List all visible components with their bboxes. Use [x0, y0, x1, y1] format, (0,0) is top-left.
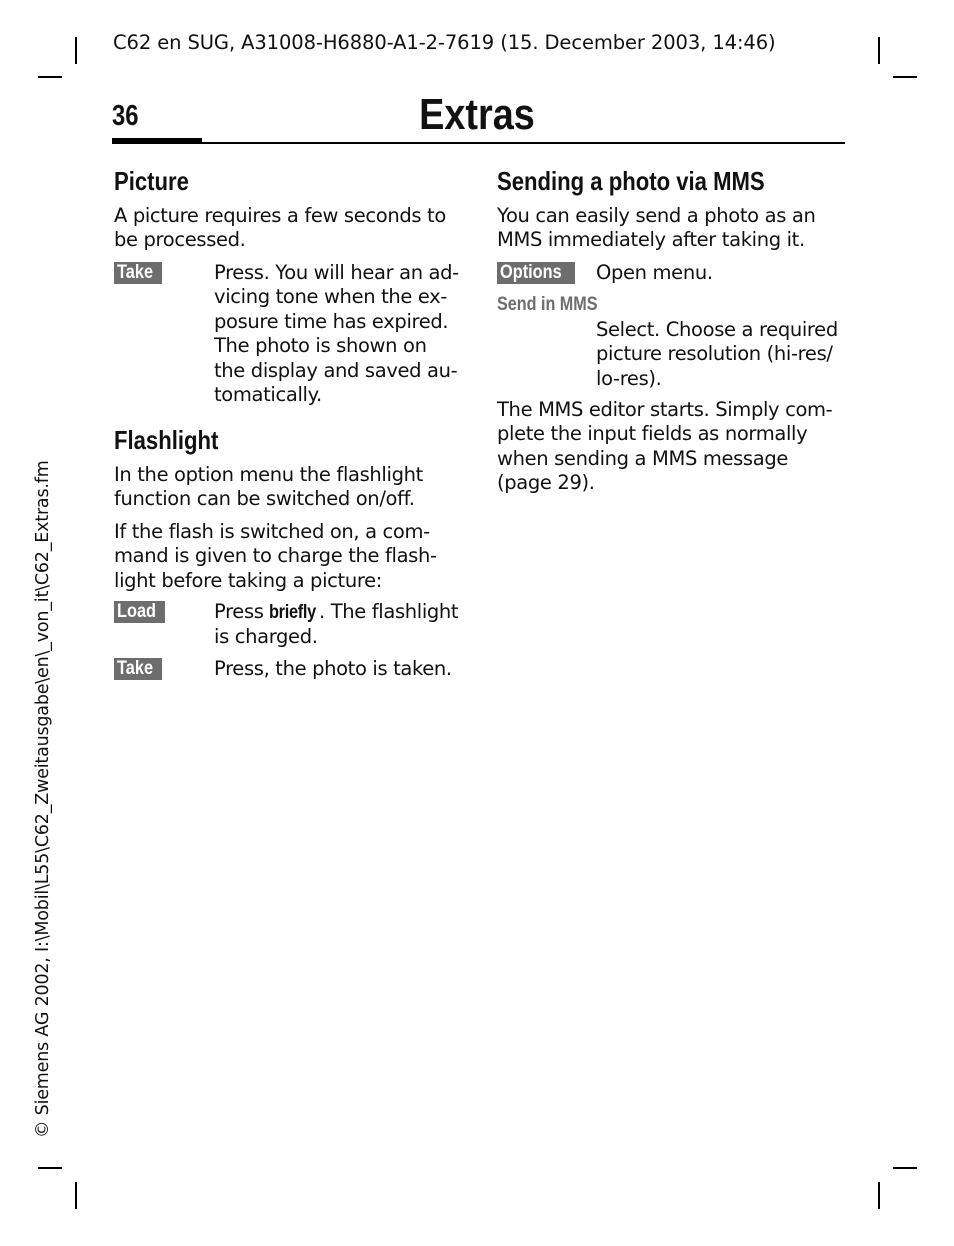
softkey-load: Load	[114, 601, 165, 623]
copyright-file-path: © Siemens AG 2002, I:\Mobil\L55\C62_Zweitausgabe\en\_von_it\C62_Extras.fm	[33, 460, 53, 1138]
emphasis-briefly: briefly	[269, 602, 317, 623]
flashlight-para-2	[114, 520, 437, 593]
crop-mark	[75, 1182, 77, 1209]
text-line: MMS immediately after taking it.	[497, 228, 805, 252]
text-line: You can easily send a photo as an	[497, 204, 816, 227]
text-line: light before taking a picture:	[114, 568, 382, 592]
text-line: is charged.	[214, 625, 318, 649]
file-info-header: C62 en SUG, A31008-H6880-A1-2-7619 (15. December 2003, 14:46)	[113, 31, 776, 54]
text-line: lo-res).	[596, 366, 662, 390]
text-line: The MMS editor starts. Simply com-	[497, 398, 833, 421]
softkey-take: Take	[114, 262, 162, 284]
crop-mark	[878, 1182, 880, 1209]
section-heading-picture: Picture	[114, 166, 189, 196]
softkey-options: Options	[497, 262, 575, 284]
text-line: Press. You will hear an ad-	[214, 261, 459, 284]
text-line: A picture requires a few seconds to	[114, 204, 446, 227]
picture-intro	[114, 204, 446, 253]
header-rule	[112, 142, 845, 144]
flashlight-para-1	[114, 463, 423, 512]
flashlight-load-description	[214, 600, 458, 650]
crop-mark	[893, 76, 917, 78]
text-line: In the option menu the flashlight	[114, 463, 423, 486]
flashlight-take-description: Press, the photo is taken.	[214, 657, 452, 680]
text-line: function can be switched on/off.	[114, 487, 415, 511]
crop-mark	[38, 1167, 62, 1169]
page-number: 36	[112, 100, 139, 132]
text-line: posure time has expired.	[214, 309, 449, 333]
text-line: the display and saved au-	[214, 358, 458, 382]
mms-intro	[497, 204, 815, 253]
text-line: plete the input fields as normally	[497, 422, 808, 446]
text-line: tomatically.	[214, 383, 322, 407]
text-line: vicing tone when the ex-	[214, 285, 448, 309]
section-heading-flashlight: Flashlight	[114, 425, 219, 455]
crop-mark	[75, 37, 77, 64]
softkey-take: Take	[114, 658, 162, 680]
crop-mark	[893, 1167, 917, 1169]
text-line: be processed.	[114, 228, 246, 252]
text-line: mand is given to charge the flash-	[114, 544, 437, 568]
text-line: when sending a MMS message	[497, 446, 789, 470]
mms-closing	[497, 398, 832, 496]
text-line: (page 29).	[497, 471, 595, 495]
crop-mark	[38, 76, 62, 78]
text-line: If the flash is switched on, a com-	[114, 520, 430, 543]
menu-entry-send-in-mms: Send in MMS	[497, 294, 598, 315]
picture-step-description	[214, 261, 459, 407]
text-line: The photo is shown on	[214, 334, 427, 358]
options-step-description: Open menu.	[596, 261, 713, 284]
page-title: Extras	[419, 90, 535, 139]
section-heading-mms: Sending a photo via MMS	[497, 166, 765, 196]
text-line: picture resolution (hi-res/	[596, 342, 833, 366]
select-step-description	[596, 318, 838, 391]
text-line: Select. Choose a required	[596, 318, 838, 341]
crop-mark	[878, 37, 880, 64]
text-line: Press briefly . The flashlight	[214, 600, 458, 625]
